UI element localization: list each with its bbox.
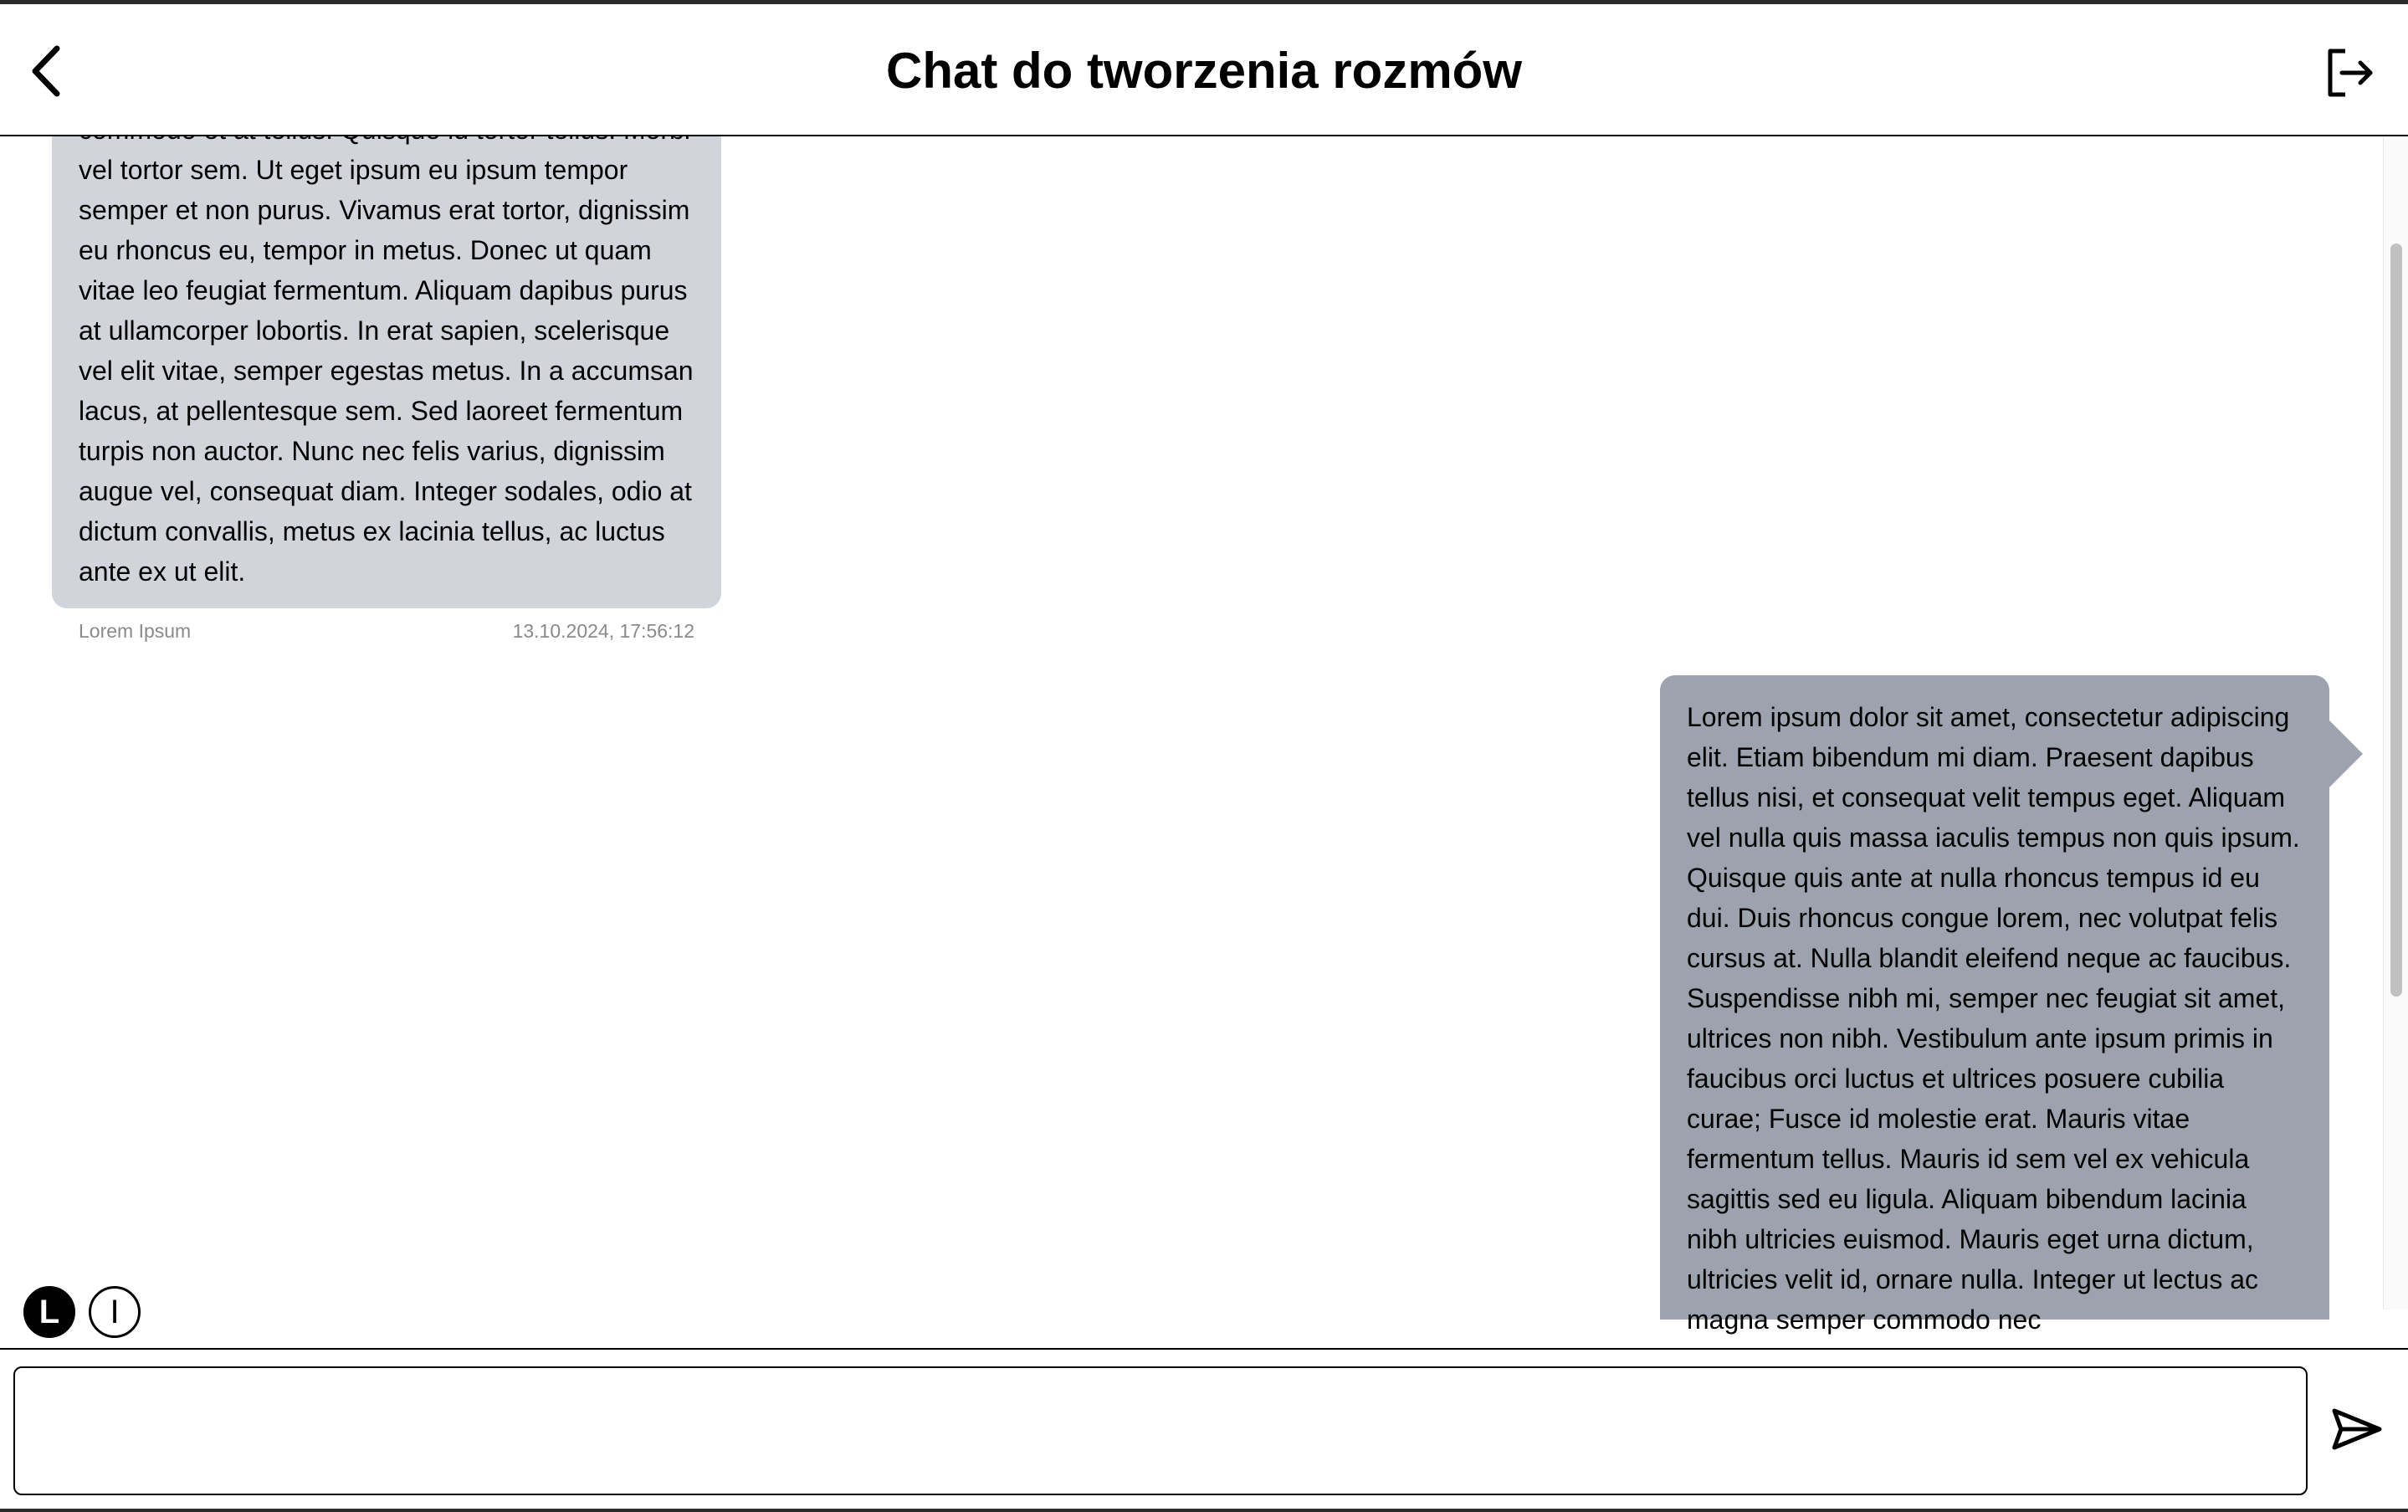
participant-switcher	[23, 1286, 141, 1338]
send-button[interactable]	[2328, 1400, 2386, 1458]
message-composer	[0, 1348, 2408, 1512]
message-text-container	[1687, 697, 2303, 1335]
message-text: Lorem ipsum dolor sit amet, consectetur adipiscing elit. Etiam bibendum mi diam. Praesent dapibus tellus nisi, et consequat velit tempus eget. Aliquam vel nulla quis massa iaculis tempus non quis ipsum. Quisque quis ante at nulla rhoncus tempus id eu dui. Duis rhoncus congue lorem, nec volutpat felis cursus at. Nulla blandit eleifend neque ac faucibus. Suspendisse nibh mi, semper nec feugiat sit amet, ultrices non nibh. Vestibulum ante ipsum primis in faucibus orci luctus et ultrices posuere cubilia curae; Fusce id molestie erat. Mauris vitae fermentum tellus. Mauris id sem vel ex vehicula sagittis sed eu ligula. Aliquam bibendum lacinia nibh ultricies euismod. Mauris eget urna dictum, ultricies velit id, ornare nulla. Integer ut lectus ac magna semper commodo nec	[1687, 702, 2300, 1335]
send-icon	[2331, 1407, 2383, 1451]
message-list[interactable]	[0, 136, 2383, 1335]
page-title: Chat do tworzenia rozmów	[885, 43, 1523, 99]
logout-icon	[2323, 46, 2377, 100]
app-header	[0, 4, 2408, 136]
message-timestamp: 13.10.2024, 17:56:12	[512, 620, 694, 642]
avatar-participant-l[interactable]: L	[23, 1286, 75, 1338]
message-input[interactable]	[13, 1366, 2308, 1495]
scrollbar[interactable]	[2383, 136, 2408, 1310]
message-bubble-incoming	[52, 103, 721, 608]
message-author: Lorem Ipsum	[79, 620, 192, 642]
avatar-participant-i[interactable]: I	[89, 1286, 141, 1338]
bottom-border	[0, 1509, 2408, 1512]
message-text: vel tortor sem. Ut eget ipsum eu ipsum tempor semper et non purus. Vivamus erat tortor, dignissim eu rhoncus eu, tempor in metus. Donec ut quam vitae leo feugiat fermentum. Aliquam dapibus purus at ullamcorper lobortis. In erat sapien, scelerisque vel elit vitae, semper egestas metus. In a accumsan lacus, at pellentesque sem. Sed laoreet fermentum turpis non auctor. Nunc nec felis varius, dignissim augue vel, consequat diam. Integer sodales, odio at dictum convallis, metus ex lacinia tellus, ac luctus ante ex ut elit.	[79, 155, 694, 587]
message-bubble-outgoing	[1660, 675, 2329, 1335]
logout-button[interactable]	[2321, 39, 2380, 106]
scrollbar-thumb[interactable]	[2390, 243, 2402, 997]
message-meta	[79, 620, 694, 643]
